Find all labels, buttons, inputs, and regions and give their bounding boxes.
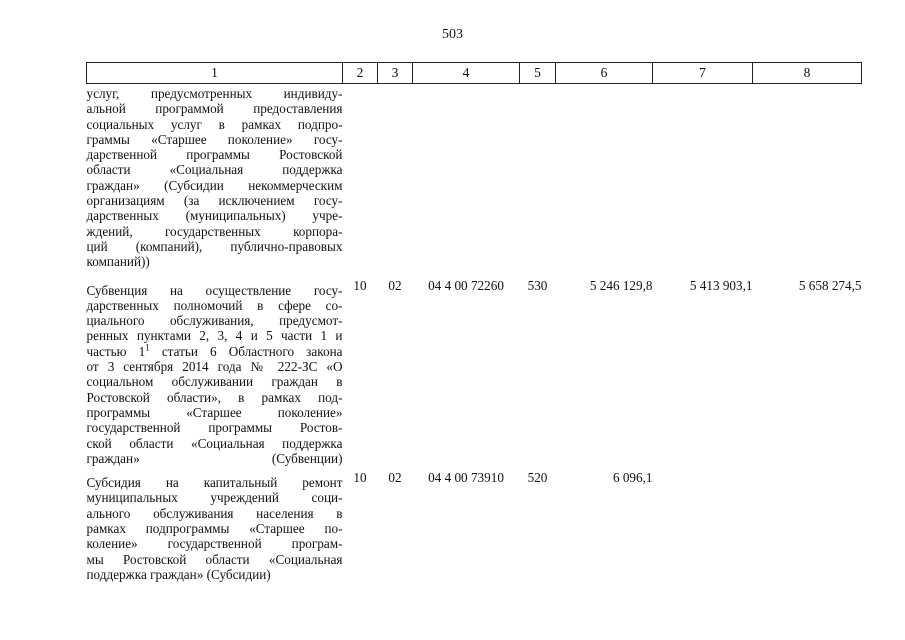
column-header-8: 8: [753, 63, 862, 84]
budget-table: [86, 62, 862, 586]
description-line: дарственной программы Ростовской: [86, 147, 343, 163]
row-amount-1: 5 246 129,8: [589, 277, 653, 293]
row-amount-1: [556, 84, 653, 278]
column-header-7: 7: [653, 63, 753, 84]
description-line: граммы «Старшее поколение» госу-: [86, 131, 343, 147]
row-amount-2: [653, 470, 753, 586]
row-amount-3: [753, 84, 862, 278]
row-rz: [343, 84, 378, 278]
row-vr: 520: [527, 470, 548, 486]
column-header-2: 2: [343, 63, 378, 84]
column-header-1: 1: [87, 63, 343, 84]
row-amount-1: 6 096,1: [612, 470, 653, 486]
description-line: социальном обслуживании граждан в: [86, 374, 343, 390]
description-line: альной программой предоставления: [86, 101, 343, 117]
description-line: ренных пунктами 2, 3, 4 и 5 части 1 и: [86, 328, 343, 344]
row-pr: [378, 84, 413, 278]
row-amount-3: [753, 470, 862, 586]
superscript: 1: [145, 342, 150, 353]
description-line: ального обслуживания населения в: [86, 505, 343, 521]
description-line: социальных услуг в рамках подпро-: [86, 116, 343, 132]
description-line: ской области «Социальная поддержка: [86, 435, 343, 451]
row-csr: 04 4 00 72260: [428, 277, 504, 293]
row-rz: 10: [353, 277, 367, 293]
description-line: дарственных (муниципальных) учре-: [86, 208, 343, 224]
table-row: [87, 84, 862, 278]
page-number: 503: [442, 27, 463, 42]
description-line: коление» государственной програм-: [86, 536, 343, 552]
row-vr: 530: [527, 277, 548, 293]
row-csr: 04 4 00 73910: [428, 470, 504, 486]
description-line: ций (компаний), публично-правовых: [86, 238, 343, 254]
description-line: поддержка граждан» (Субсидии): [86, 566, 271, 582]
description-line: граждан» (Субвенции): [86, 450, 343, 466]
description-line: частью $1^1$ статьи 6 Областного закона: [86, 342, 343, 359]
row-pr: 02: [388, 470, 402, 486]
row-description: [87, 470, 343, 586]
description-line: области «Социальная поддержка: [86, 162, 343, 178]
column-header-3: 3: [378, 63, 413, 84]
description-line: муниципальных учреждений соци-: [86, 490, 343, 506]
description-line: граждан» (Субсидии некоммерческим: [86, 177, 343, 193]
description-line: государственной программы Ростов-: [86, 420, 343, 436]
description-line: от 3 сентября 2014 года № 222-ЗС «О: [86, 359, 343, 375]
row-amount-2: 5 413 903,1: [689, 277, 753, 293]
row-amount-2: [653, 84, 753, 278]
description-line: услуг, предусмотренных индивиду-: [86, 86, 343, 101]
description-line: организациям (за исключением госу-: [86, 193, 343, 209]
row-csr: [413, 84, 520, 278]
description-line: дарственных полномочий в сфере со-: [86, 297, 343, 313]
description-line: Субсидия на капитальный ремонт: [86, 475, 343, 491]
row-description: [87, 84, 343, 278]
row-description: [87, 278, 343, 471]
description-line: компаний)): [86, 254, 150, 270]
column-header-5: 5: [520, 63, 556, 84]
table-row: [87, 278, 862, 471]
row-vr: [520, 84, 556, 278]
column-header-6: 6: [556, 63, 653, 84]
row-pr: 02: [388, 277, 402, 293]
description-line: циального обслуживания, предусмот-: [86, 313, 343, 329]
description-line: Ростовской области», в рамках под-: [86, 389, 343, 405]
table-row: [87, 470, 862, 586]
header-row: [87, 63, 862, 84]
description-line: Субвенция на осуществление госу-: [86, 282, 343, 298]
row-amount-3: 5 658 274,5: [798, 277, 862, 293]
column-header-4: 4: [413, 63, 520, 84]
description-line: ждений, государственных корпора-: [86, 223, 343, 239]
description-line: программы «Старшее поколение»: [86, 404, 343, 420]
description-line: рамках подпрограммы «Старшее по-: [86, 521, 343, 537]
row-rz: 10: [353, 470, 367, 486]
description-line: мы Ростовской области «Социальная: [86, 551, 343, 567]
